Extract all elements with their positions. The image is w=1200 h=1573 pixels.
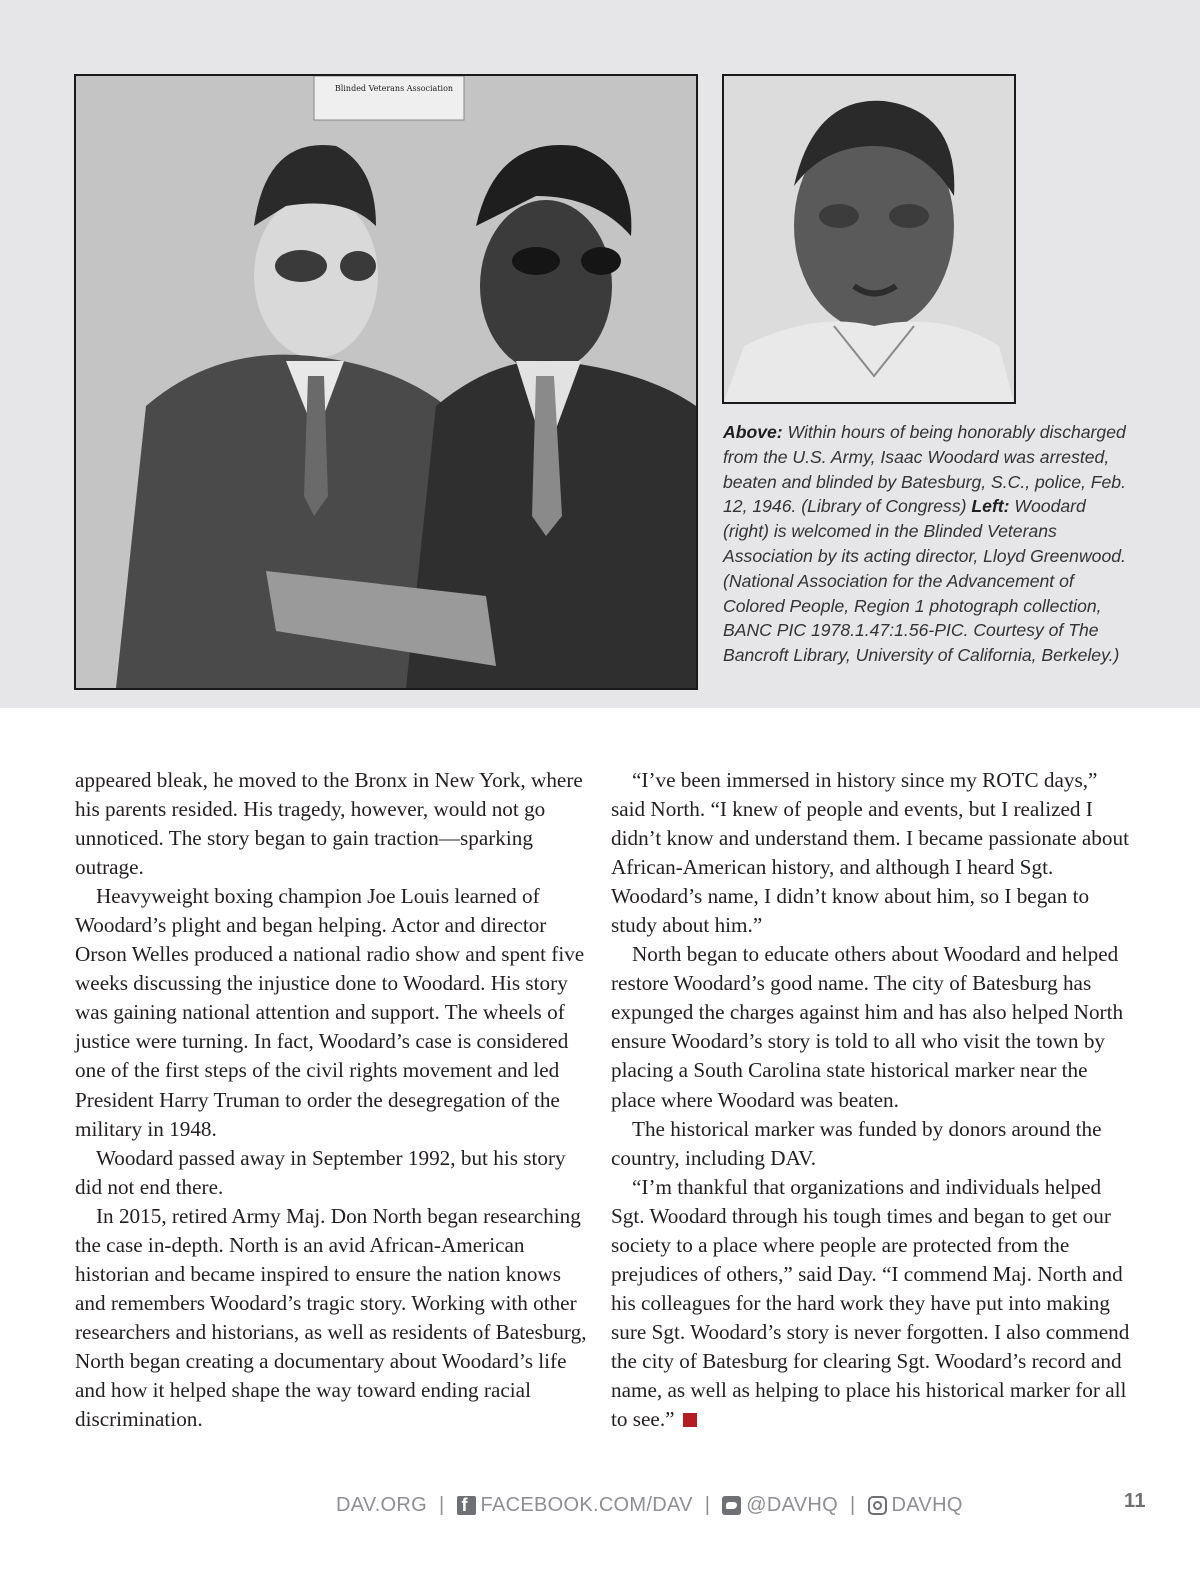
photo-right-illustration [724, 76, 1014, 402]
page-footer [0, 1490, 1200, 1520]
caption-label-above: Above: [723, 422, 783, 442]
paragraph: Heavyweight boxing champion Joe Louis learned of Woodard’s plight and began helping. Actor and director Orson Welles produced a national radio show and spent five weeks discussing the injustice done to Woodard. His story was gaining national attention and support. The wheels of justice were turning. In fact, Woodard’s case is considered one of the first steps of the civil rights movement and led President Harry Truman to order the desegregation of the military in 1948. [75, 884, 585, 1141]
photo-greenwood-woodard [74, 74, 698, 690]
association-sign: Blinded Veterans Association [334, 84, 454, 93]
paragraph-last [611, 1173, 1131, 1434]
instagram-icon [868, 1496, 887, 1515]
photo-left-illustration [76, 76, 696, 688]
paragraph: appeared bleak, he moved to the Bronx in New York, where his parents resided. His tragedy, however, would not go unnoticed. The story began to gain traction—sparking outrage. [75, 768, 583, 880]
footer-separator: | [704, 1493, 711, 1516]
facebook-link[interactable] [457, 1494, 693, 1517]
footer-separator: | [850, 1493, 856, 1516]
instagram-label: DAVHQ [891, 1493, 963, 1516]
caption-text-left: Woodard (right) is welcomed in the Blinded Veterans Association by its acting director, Lloyd Greenwood. (National Association for the Advancement of Colored People, Region 1 photograph collection, BANC PIC 1978.1.47:1.56-PIC. Courtesy of The Bancroft Library, University of California, Berkeley.) [723, 496, 1126, 666]
caption-text-above: Within hours of being honorably discharged from the U.S. Army, Isaac Woodard was arrested, beaten and blinded by Batesburg, S.C., police, Feb. 12, 1946. (Library of Congress) [723, 422, 1126, 517]
end-of-article-mark [683, 1413, 697, 1427]
article-column-right [611, 766, 1131, 1434]
twitter-label: @DAVHQ [746, 1493, 839, 1516]
paragraph: Woodard passed away in September 1992, but his story did not end there. [75, 1145, 566, 1199]
paragraph: The historical marker was funded by donors around the country, including DAV. [611, 1116, 1102, 1170]
caption-label-left: Left: [971, 496, 1010, 517]
paragraph-text: “I’m thankful that organizations and individuals helped Sgt. Woodard through his tough times and began to get our society to a place where people are protected from the prejudices of others,” said Day. “I commend Maj. North and his colleagues for the hard work they have put into making sure Sgt. Woodard’s story is never forgotten. I also commend the city of Batesburg for clearing Sgt. Woodard’s record and name, as well as helping to place his historical marker for all to see.” [611, 1174, 1130, 1432]
instagram-link[interactable] [868, 1494, 963, 1517]
paragraph: In 2015, retired Army Maj. Don North began researching the case in-depth. North is an avid African-American historian and became inspired to ensure the nation knows and remembers Woodard’s tragic story. Working with other researchers and historians, as well as residents of Batesburg, North began creating a documentary about Woodard’s life and how it helped shape the way toward ending racial discrimination. [75, 1203, 587, 1432]
paragraph: “I’ve been immersed in history since my ROTC days,” said North. “I knew of people and events, but I realized I didn’t know and understand them. I became passionate about African-American history, and although I heard Sgt. Woodard’s name, I didn’t know about him, so I began to study about him.” [611, 768, 1129, 938]
footer-links [336, 1490, 963, 1520]
twitter-icon [722, 1496, 741, 1515]
photo-isaac-woodard [722, 74, 1016, 404]
page-number: 11 [1124, 1490, 1146, 1512]
website-link[interactable]: DAV.ORG [336, 1493, 428, 1516]
article-column-left [75, 766, 595, 1434]
twitter-link[interactable] [722, 1494, 838, 1517]
facebook-icon [457, 1496, 476, 1515]
footer-separator: | [439, 1493, 445, 1516]
facebook-label: FACEBOOK.COM/DAV [480, 1493, 693, 1516]
paragraph: North began to educate others about Woodard and helped restore Woodard’s good name. The city of Batesburg has expunged the charges against him and has also helped North ensure Woodard’s story is told to all who visit the town by placing a South Carolina state historical marker near the place where Woodard was beaten. [611, 942, 1124, 1112]
photo-caption [723, 420, 1135, 668]
